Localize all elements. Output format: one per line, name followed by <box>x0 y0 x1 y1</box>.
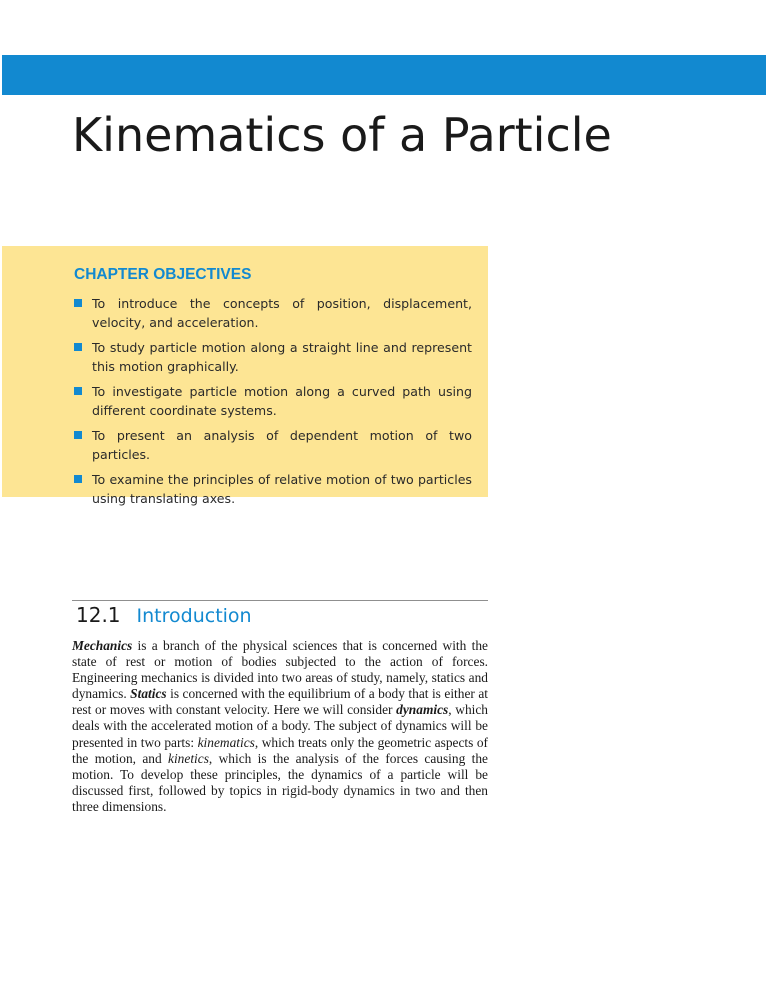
section-divider <box>72 600 488 601</box>
chapter-title: Kinematics of a Particle <box>72 108 612 162</box>
objective-text: To present an analysis of dependent motion of two particles. <box>92 428 472 462</box>
square-bullet-icon <box>74 475 82 483</box>
objective-item <box>74 338 472 376</box>
paragraph-text: is a branch of the physical sciences that is concerned with the state of rest or motion of bodies subjected to the action of forces. Engineering mechanics is divided into two areas of study, namely, statics and dynamics. <box>72 638 488 702</box>
chapter-header-bar <box>2 55 766 95</box>
section-heading <box>76 603 252 627</box>
term-mechanics: Mechanics <box>72 638 133 653</box>
term-kinematics: kinematics <box>197 734 255 750</box>
objective-text: To investigate particle motion along a curved path using different coordinate systems. <box>92 384 472 418</box>
section-title: Introduction <box>136 605 252 627</box>
objective-item <box>74 470 472 508</box>
paragraph-text: , which is the analysis of the forces causing the motion. To develop these principles, the dynamics of a particle will be discussed first, followed by topics in rigid-body dynamics in two and then three dimensions. <box>72 750 488 814</box>
square-bullet-icon <box>74 431 82 439</box>
square-bullet-icon <box>74 299 82 307</box>
paragraph-text: , which deals with the accelerated motion of a body. The subject of dynamics will be presented in two parts: <box>72 702 489 750</box>
paragraph-text: , which treats only the geometric aspects of the motion, and <box>72 734 489 766</box>
objective-text: To introduce the concepts of position, displacement, velocity, and acceleration. <box>92 296 472 330</box>
chapter-objectives-box <box>2 246 488 506</box>
term-statics: Statics <box>130 686 167 702</box>
objective-item <box>74 426 472 464</box>
objectives-list <box>74 294 472 514</box>
objective-item <box>74 382 472 420</box>
paragraph-text: is concerned with the equilibrium of a body that is either at rest or moves with constant velocity. Here we will consider <box>72 686 488 718</box>
objective-item <box>74 294 472 332</box>
term-dynamics: dynamics <box>396 702 449 718</box>
square-bullet-icon <box>74 387 82 395</box>
introduction-paragraph <box>72 638 488 815</box>
section-number: 12.1 <box>76 603 121 627</box>
term-kinetics: kinetics <box>168 750 209 766</box>
objective-text: To examine the principles of relative motion of two particles using translating axes. <box>92 472 472 506</box>
square-bullet-icon <box>74 343 82 351</box>
objective-text: To study particle motion along a straight line and represent this motion graphically. <box>92 340 472 374</box>
objectives-heading: CHAPTER OBJECTIVES <box>74 266 252 283</box>
